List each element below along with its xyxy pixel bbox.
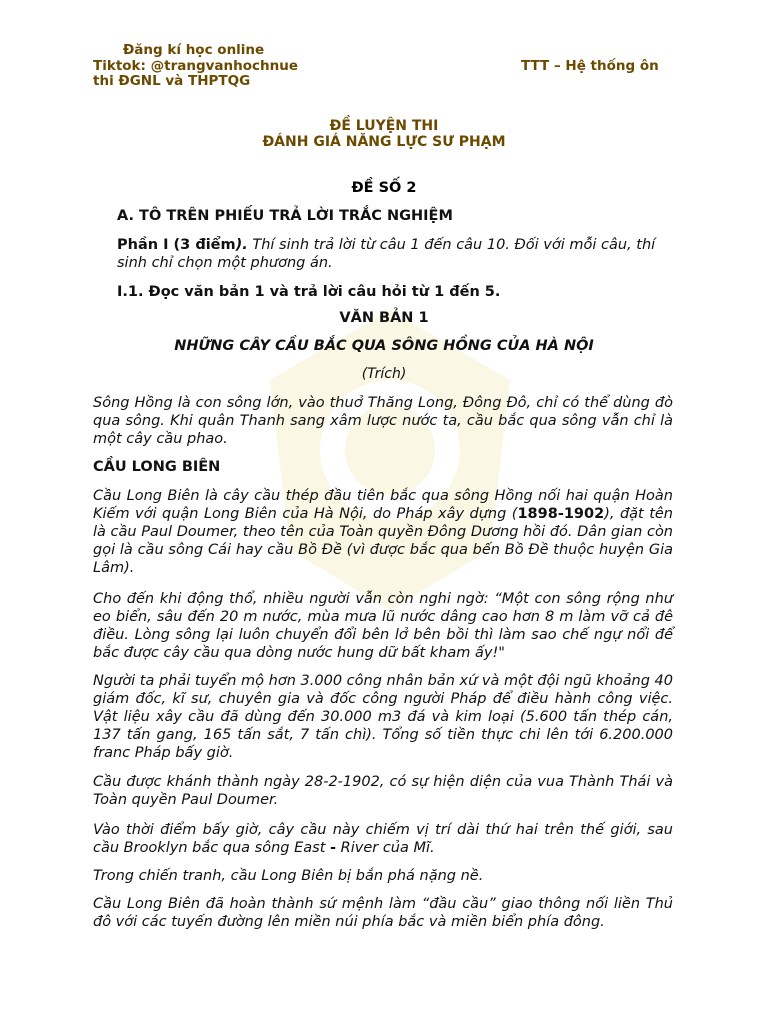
text1-intro: Sông Hồng là con sông lớn, vào thuở Thăng Long, Đông Đô, chỉ có thể dùng đò qua sông. Khi quân Thanh sang xâm lược nước ta, cầu bắc qua sông vẫn chỉ là một cây cầu phao. [93, 395, 673, 447]
part1-text: Thí sinh trả lời từ câu 1 đến câu 10. Đối với mỗi câu, thí sinh chỉ chọn một phương án. [117, 237, 656, 271]
long-bien-heading: CẦU LONG BIÊN [93, 459, 221, 475]
text1-source: (Trích) [361, 366, 407, 382]
long-bien-paragraph-7: Cầu Long Biên đã hoàn thành sứ mệnh làm “đầu cầu” giao thông nối liền Thủ đô với các tuyến đường lên miền núi phía bắc và miền biển phía đông. [93, 896, 673, 930]
header-exam-type: thi ĐGNL và THPTQG [93, 73, 251, 89]
long-bien-paragraph-2: Cho đến khi động thổ, nhiều người vẫn còn nghi ngờ: “Một con sông rộng như eo biển, sâu đến 20 m nước, mùa mưa lũ nước dâng cao hơn 8 m làm vỡ cả đê điều. Lòng sông lại luôn chuyển đổi bên lở bên bồi thì làm sao chế ngự nổi để bắc được cây cầu qua dòng nước hung dữ bất kham ấy!" [93, 591, 673, 661]
long-bien-paragraph-6: Trong chiến tranh, cầu Long Biên bị bắn phá nặng nề. [93, 868, 484, 884]
header-register-online: Đăng kí học online [123, 42, 265, 58]
exam-subtitle: ĐÁNH GIÁ NĂNG LỰC SƯ PHẠM [262, 134, 506, 150]
i11-instruction: I.1. Đọc văn bản 1 và trả lời câu hỏi từ 1 đến 5. [117, 284, 501, 300]
part1-label: Phần I (3 điểm). [117, 237, 248, 253]
exam-title: ĐỀ LUYỆN THI [329, 118, 439, 134]
text1-label: VĂN BẢN 1 [339, 310, 429, 326]
long-bien-paragraph-4: Cầu được khánh thành ngày 28-2-1902, có sự hiện diện của vua Thành Thái và Toàn quyền Paul Doumer. [93, 774, 673, 808]
header-tiktok: Tiktok: @trangvanhochnue [93, 58, 299, 74]
long-bien-paragraph-3: Người ta phải tuyển mộ hơn 3.000 công nhân bản xứ và một đội ngũ khoảng 40 giám đốc, kĩ sư, chuyên gia và đốc công người Pháp để điều hành công việc. Vật liệu xây cầu đã dùng đến 30.000 m3 đá và kim loại (5.600 tấn thép cán, 137 tấn gang, 165 tấn sắt, 7 tấn chì). Tổng số tiền thực chi lên tới 6.200.000 franc Pháp bấy giờ. [93, 673, 673, 761]
exam-number: ĐỀ SỐ 2 [351, 180, 417, 196]
section-a-heading: A. TÔ TRÊN PHIẾU TRẢ LỜI TRẮC NGHIỆM [117, 208, 453, 224]
part1-instructions [117, 236, 673, 272]
long-bien-paragraph-1: Cầu Long Biên là cây cầu thép đầu tiên bắc qua sông Hồng nối hai quận Hoàn Kiếm với quận Long Biên của Hà Nội, do Pháp xây dựng (1898-1902), đặt tên là cầu Paul Doumer, theo tên của Toàn quyền Đông Dương hồi đó. Dân gian còn gọi là cầu sông Cái hay cầu Bồ Đề (vì được bắc qua bến Bồ Đề thuộc huyện Gia Lâm). [93, 488, 673, 576]
text1-title: NHỮNG CÂY CẦU BẮC QUA SÔNG HỒNG CỦA HÀ NỘI [174, 338, 594, 354]
long-bien-paragraph-5: Vào thời điểm bấy giờ, cây cầu này chiếm vị trí dài thứ hai trên thế giới, sau cầu Brooklyn bắc qua sông East - River của Mĩ. [93, 822, 673, 856]
header-system: TTT – Hệ thống ôn [521, 58, 659, 74]
